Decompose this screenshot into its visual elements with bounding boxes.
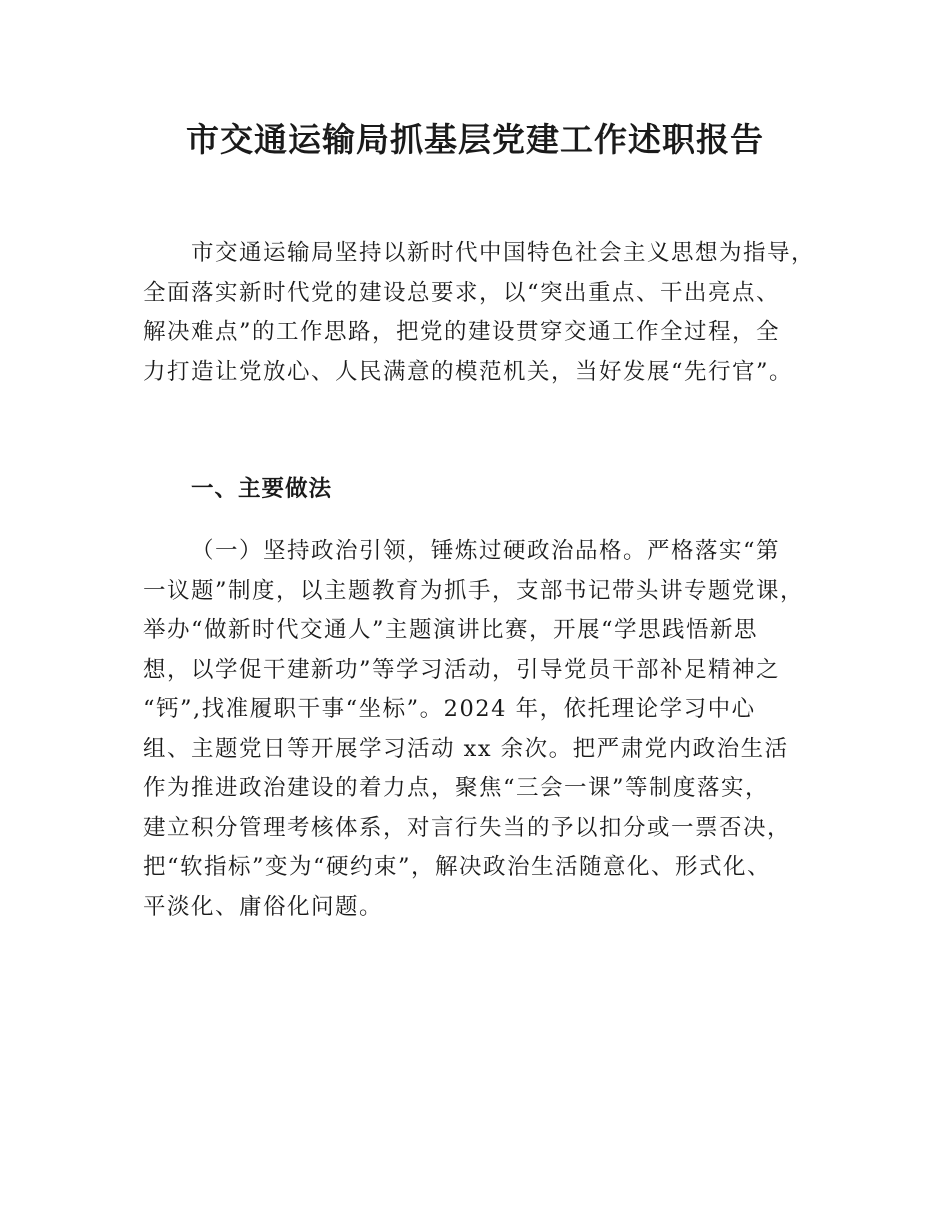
paragraph-line: 一议题”制度，以主题教育为抓手，支部书记带头讲专题党课， <box>143 577 805 604</box>
paragraph-line: 市交通运输局坚持以新时代中国特色社会主义思想为指导， <box>191 240 816 266</box>
paragraph-line: 举办“做新时代交通人”主题演讲比赛，开展“学思践悟新思 <box>143 617 759 643</box>
paragraph-line: 建立积分管理考核体系，对言行失当的予以扣分或一票否决， <box>143 814 792 841</box>
intro-paragraph <box>143 234 833 392</box>
section-paragraph <box>143 532 833 927</box>
paragraph-line: “钙”,找准履职干事“坐标”。2024 年，依托理论学习中心 <box>143 696 756 722</box>
paragraph-line: 力打造让党放心、人民满意的模范机关，当好发展“先行官”。 <box>143 358 794 385</box>
document-title: 市交通运输局抓基层党建工作述职报告 <box>186 120 764 159</box>
paragraph-line: （一）坚持政治引领，锤炼过硬政治品格。严格落实“第 <box>191 538 781 564</box>
paragraph-line: 想，以学促干建新功”等学习活动，引导党员干部补足精神之 <box>143 656 781 683</box>
section-heading: 一、主要做法 <box>191 476 333 502</box>
paragraph-line: 作为推进政治建设的着力点，聚焦“三会一课”等制度落实， <box>143 775 770 801</box>
paragraph-line: 组、主题党日等开展学习活动 xx 余次。把严肃党内政治生活 <box>143 735 789 762</box>
paragraph-line: 全面落实新时代党的建设总要求，以“突出重点、干出亮点、 <box>143 279 781 306</box>
paragraph-line: 把“软指标”变为“硬约束”，解决政治生活随意化、形式化、 <box>143 854 772 880</box>
paragraph-line: 平淡化、庸俗化问题。 <box>143 893 384 920</box>
paragraph-line: 解决难点”的工作思路，把党的建设贯穿交通工作全过程，全 <box>143 319 781 345</box>
